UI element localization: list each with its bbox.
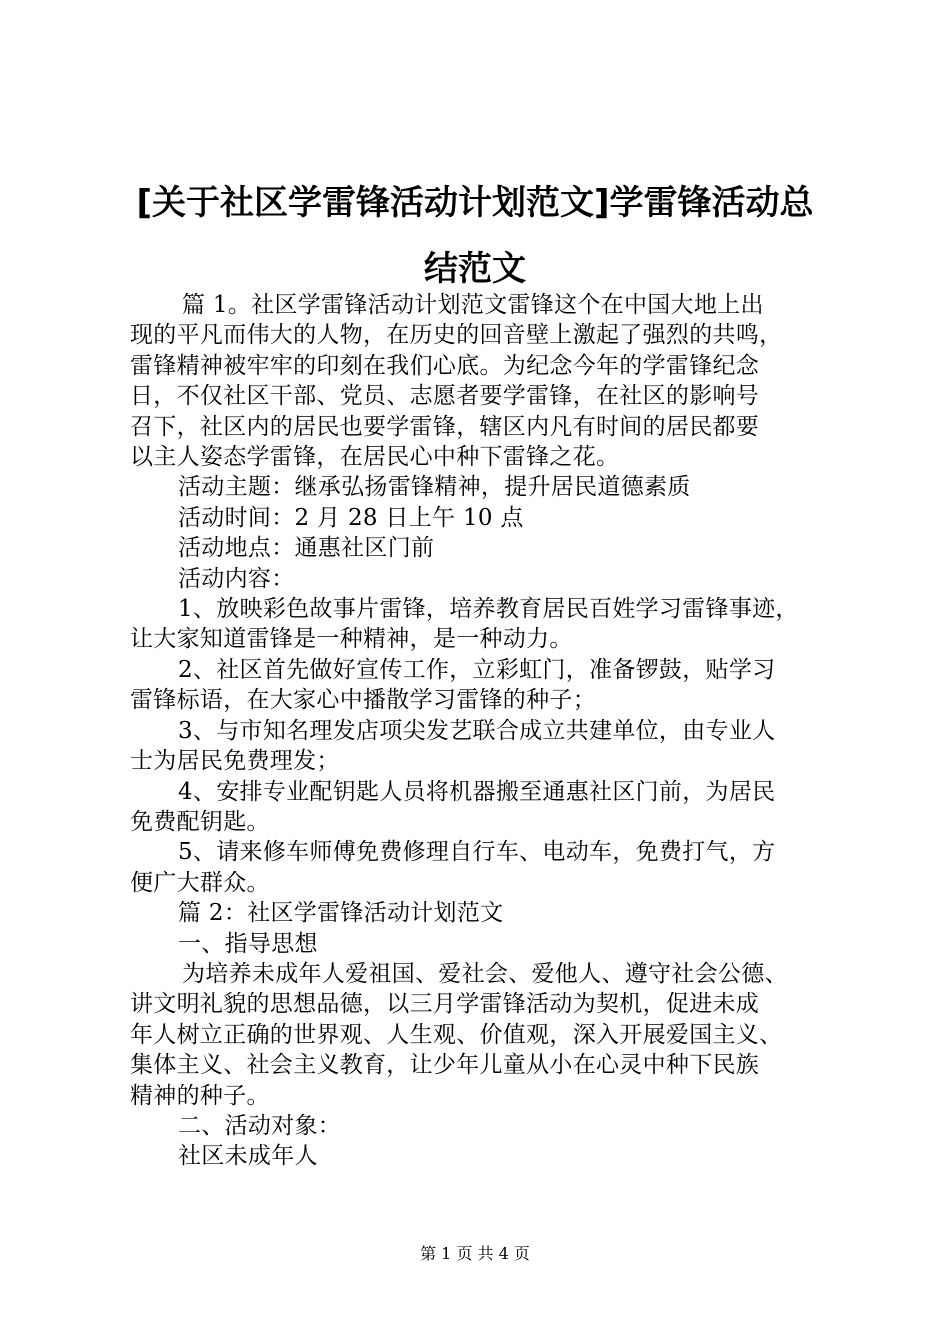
document-body <box>130 290 830 1172</box>
body-line: 让大家知道雷锋是一种精神，是一种动力。 <box>130 626 573 653</box>
body-line: 士为居民免费理发； <box>130 748 340 775</box>
body-line: 日，不仅社区干部、党员、志愿者要学雷锋，在社区的影响号 <box>130 383 760 410</box>
body-line: 篇 2：社区学雷锋活动计划范文 <box>178 900 504 927</box>
body-line: 二、活动对象： <box>178 1112 342 1139</box>
body-line: 雷锋标语，在大家心中播散学习雷锋的种子； <box>130 687 596 714</box>
body-line: 精神的种子。 <box>130 1082 270 1109</box>
body-line: 现的平凡而伟大的人物，在历史的回音壁上激起了强烈的共鸣， <box>130 322 783 349</box>
body-line: 雷锋精神被牢牢的印刻在我们心底。为纪念今年的学雷锋纪念 <box>130 352 760 379</box>
body-line: 以主人姿态学雷锋，在居民心中种下雷锋之花。 <box>130 444 620 471</box>
body-line: 活动时间：2 月 28 日上午 10 点 <box>178 504 524 531</box>
body-line: 社区未成年人 <box>178 1143 318 1170</box>
body-line: 一、指导思想 <box>178 930 318 957</box>
document-title <box>110 170 840 302</box>
body-line: 2、社区首先做好宣传工作，立彩虹门，准备锣鼓，贴学习 <box>178 656 776 683</box>
body-line: 3、与市知名理发店项尖发艺联合成立共建单位，由专业人 <box>178 717 776 744</box>
body-line: 活动主题：继承弘扬雷锋精神，提升居民道德素质 <box>178 474 691 501</box>
body-line: 讲文明礼貌的思想品德，以三月学雷锋活动为契机，促进未成 <box>130 991 760 1018</box>
body-line: 1、放映彩色故事片雷锋，培养教育居民百姓学习雷锋事迹， <box>178 596 799 623</box>
body-line: 4、安排专业配钥匙人员将机器搬至通惠社区门前，为居民 <box>178 778 776 805</box>
body-line: 活动地点：通惠社区门前 <box>178 535 435 562</box>
body-line: 召下，社区内的居民也要学雷锋，辖区内凡有时间的居民都要 <box>130 413 760 440</box>
body-line: 为培养未成年人爱祖国、爱社会、爱他人、遵守社会公德、 <box>182 960 788 987</box>
title-line-2: 结范文 <box>424 249 526 289</box>
body-line: 免费配钥匙。 <box>130 808 270 835</box>
body-line: 5、请来修车师傅免费修理自行车、电动车，免费打气，方 <box>178 839 776 866</box>
body-line: 年人树立正确的世界观、人生观、价值观，深入开展爱国主义、 <box>130 1021 783 1048</box>
title-line-1: [关于社区学雷锋活动计划范文]学雷锋活动总 <box>136 183 814 223</box>
body-line: 活动内容： <box>178 565 295 592</box>
body-line: 集体主义、社会主义教育，让少年儿童从小在心灵中种下民族 <box>130 1052 760 1079</box>
page-footer: 第 1 页 共 4 页 <box>420 1244 530 1263</box>
body-line: 便广大群众。 <box>130 869 270 896</box>
body-line: 篇 1。社区学雷锋活动计划范文雷锋这个在中国大地上出 <box>182 292 764 318</box>
